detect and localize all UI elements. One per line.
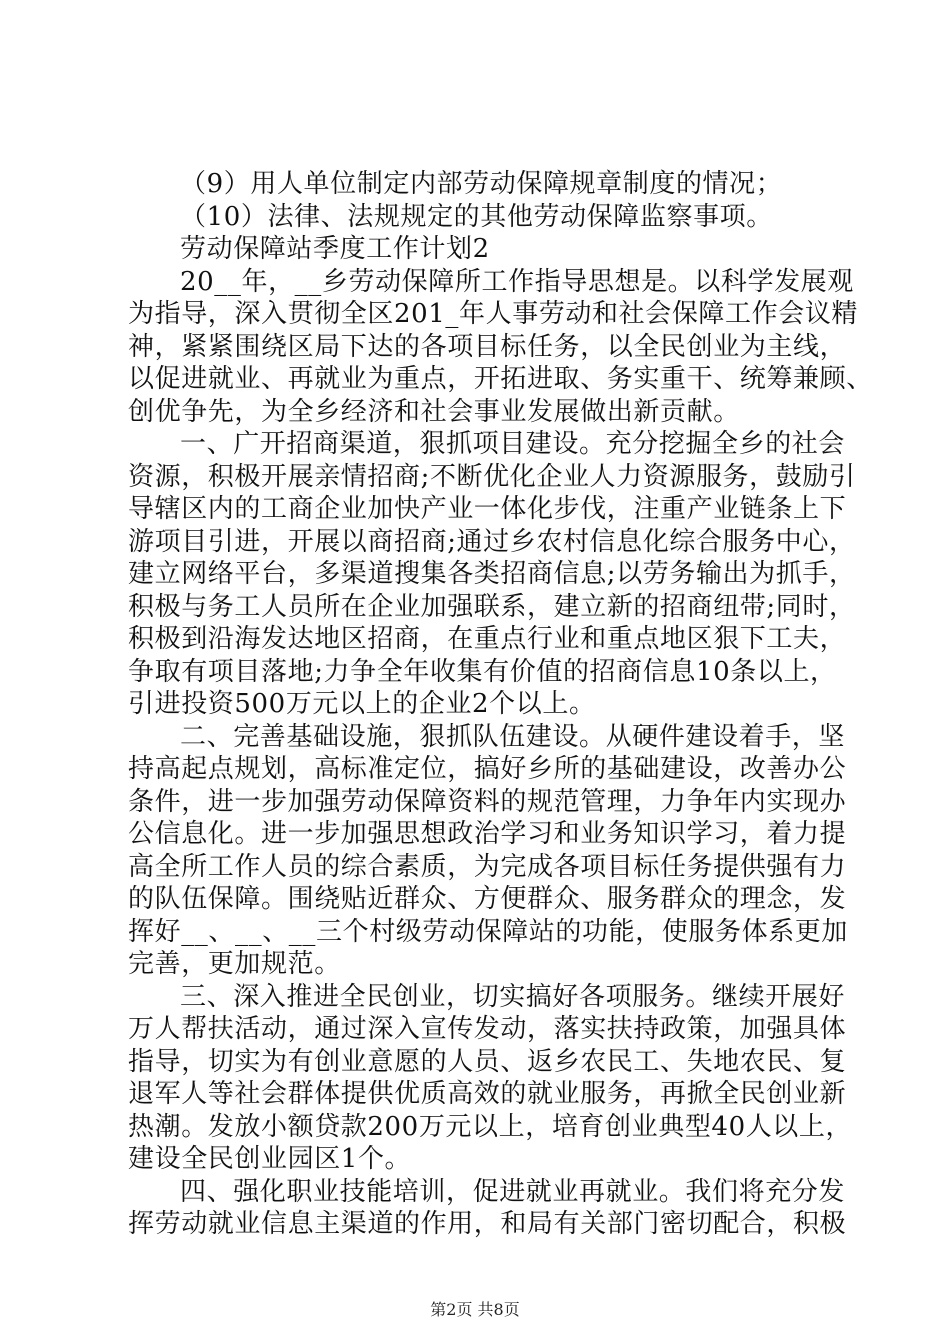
text-line: 争取有项目落地;力争全年收集有价值的招商信息10条以上， bbox=[128, 656, 837, 687]
text-line: 二、完善基础设施，狠抓队伍建设。从硬件建设着手，坚 bbox=[180, 721, 846, 752]
text-line: 以促进就业、再就业为重点，开拓进取、务实重干、统筹兼顾、 bbox=[128, 364, 873, 394]
text-line: 指导，切实为有创业意愿的人员、返乡农民工、失地农民、复 bbox=[128, 1046, 847, 1077]
text-line: 持高起点规划，高标准定位，搞好乡所的基础建设，改善办公 bbox=[128, 754, 847, 784]
text-line: 退军人等社会群体提供优质高效的就业服务，再掀全民创业新 bbox=[128, 1079, 847, 1109]
text-line: 公信息化。进一步加强思想政治学习和业务知识学习，着力提 bbox=[128, 819, 847, 849]
text-line: 万人帮扶活动，通过深入宣传发动，落实扶持政策，加强具体 bbox=[128, 1014, 847, 1044]
text-line: 建立网络平台，多渠道搜集各类招商信息;以劳务输出为抓手， bbox=[128, 559, 856, 589]
text-line: 挥好__、__、__三个村级劳动保障站的功能，使服务体系更加 bbox=[128, 916, 849, 947]
section-heading: 劳动保障站季度工作计划2 bbox=[180, 234, 490, 264]
text-line: 三、深入推进全民创业，切实搞好各项服务。继续开展好 bbox=[180, 981, 846, 1012]
text-line: 的队伍保障。围绕贴近群众、方便群众、服务群众的理念，发 bbox=[128, 884, 847, 914]
text-line: 神，紧紧围绕区局下达的各项目标任务，以全民创业为主线， bbox=[128, 331, 847, 362]
text-line: 20__年，__乡劳动保障所工作指导思想是。以科学发展观 bbox=[180, 266, 854, 297]
text-line: 一、广开招商渠道，狠抓项目建设。充分挖掘全乡的社会 bbox=[180, 429, 846, 459]
text-line: 创优争先，为全乡经济和社会事业发展做出新贡献。 bbox=[128, 396, 740, 427]
text-line: 资源，积极开展亲情招商;不断优化企业人力资源服务，鼓励引 bbox=[128, 461, 856, 492]
text-line: 游项目引进，开展以商招商;通过乡农村信息化综合服务中心， bbox=[128, 526, 856, 557]
text-line: 积极与务工人员所在企业加强联系，建立新的招商纽带;同时， bbox=[128, 591, 856, 622]
text-line: 建设全民创业园区1个。 bbox=[128, 1144, 412, 1174]
text-line: （10）法律、法规规定的其他劳动保障监察事项。 bbox=[180, 201, 773, 232]
text-line: 引进投资500万元以上的企业2个以上。 bbox=[128, 689, 596, 719]
text-line: （9）用人单位制定内部劳动保障规章制度的情况； bbox=[180, 169, 783, 199]
text-line: 积极到沿海发达地区招商，在重点行业和重点地区狠下工夫， bbox=[128, 624, 847, 654]
document-body bbox=[128, 168, 873, 1241]
text-line: 挥劳动就业信息主渠道的作用，和局有关部门密切配合，积极 bbox=[128, 1209, 847, 1239]
text-line: 热潮。发放小额贷款200万元以上，培育创业典型40人以上， bbox=[128, 1111, 853, 1142]
text-line: 四、强化职业技能培训，促进就业再就业。我们将充分发 bbox=[180, 1176, 846, 1207]
text-line: 完善，更加规范。 bbox=[128, 949, 341, 979]
page-footer: 第2页 共8页 bbox=[430, 1300, 520, 1319]
text-line: 导辖区内的工商企业加快产业一体化步伐，注重产业链条上下 bbox=[128, 494, 847, 524]
text-line: 条件，进一步加强劳动保障资料的规范管理，力争年内实现办 bbox=[128, 786, 847, 817]
text-line: 高全所工作人员的综合素质，为完成各项目标任务提供强有力 bbox=[128, 851, 847, 882]
text-line: 为指导，深入贯彻全区201_年人事劳动和社会保障工作会议精 bbox=[128, 299, 859, 329]
